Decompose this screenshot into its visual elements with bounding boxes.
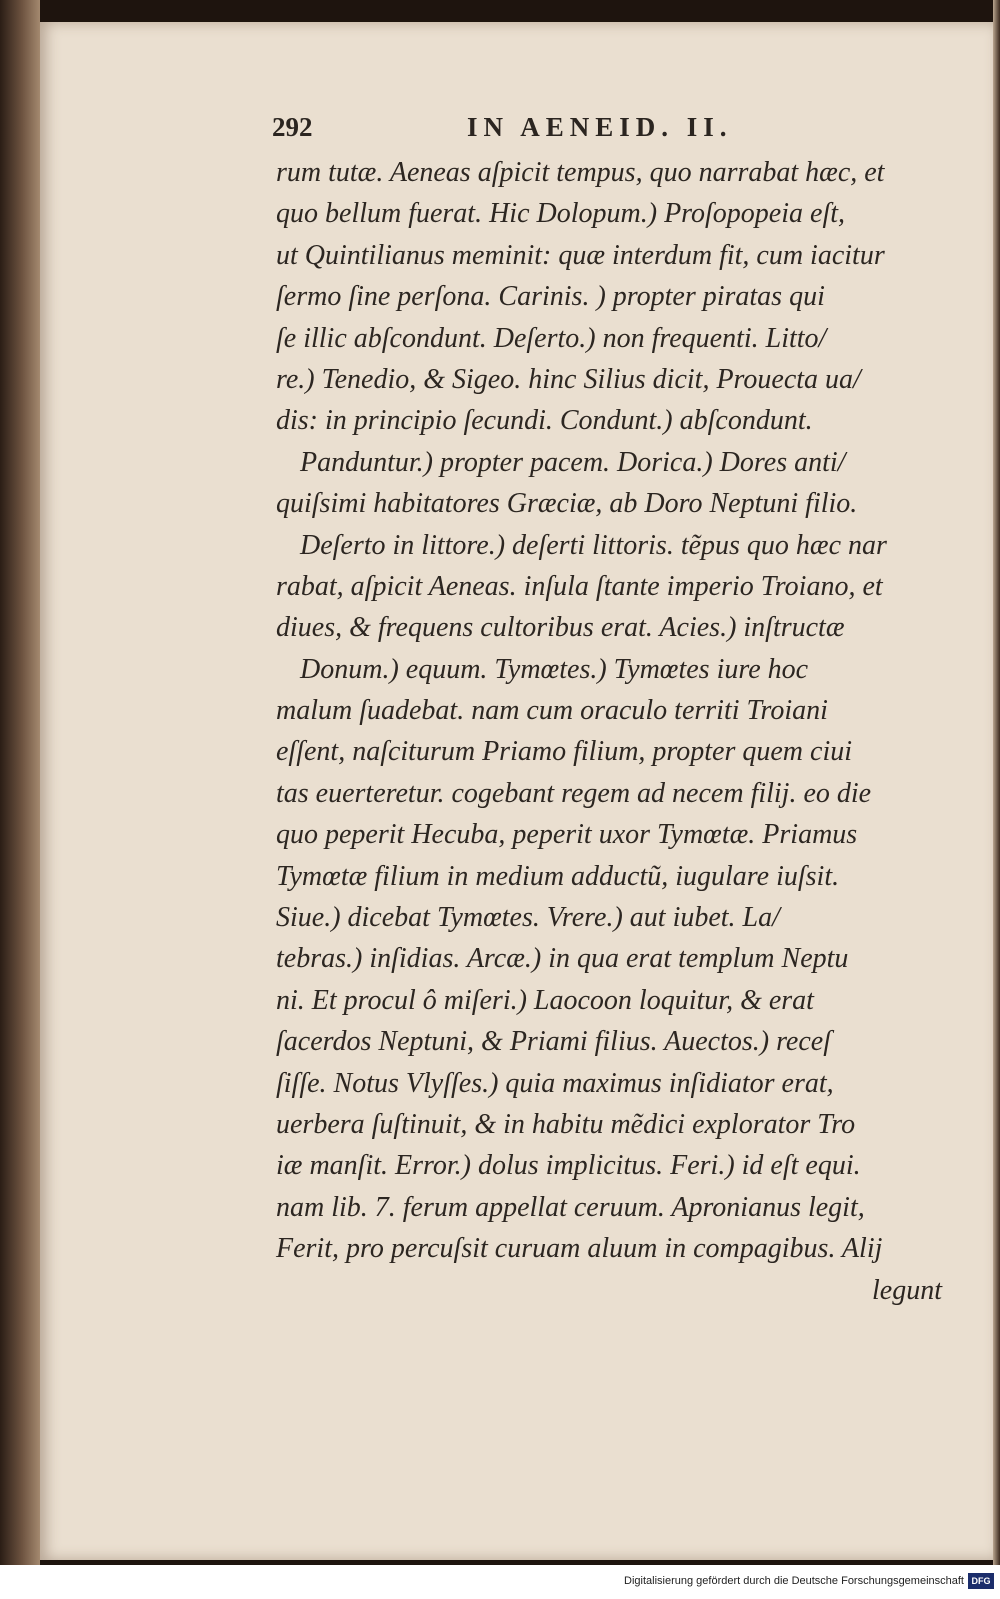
catchword: legunt (872, 1274, 942, 1306)
text-line: malum ſuadebat. nam cum oraculo territi Troiani (276, 695, 828, 727)
page-number: 292 (272, 112, 313, 142)
running-head-title: IN AENEID. II. (467, 112, 733, 142)
text-line: diues, & frequens cultoribus erat. Acies.) inſtructæ (276, 612, 845, 644)
text-line: rum tutæ. Aeneas aſpicit tempus, quo narrabat hæc, et (276, 157, 885, 188)
text-line: ni. Et procul ô miſeri.) Laocoon loquitur, & erat (276, 984, 814, 1016)
digitization-credit: Digitalisierung gefördert durch die Deutsche Forschungsgemeinschaft (624, 1575, 964, 1587)
text-line: nam lib. 7. ferum appellat ceruum. Apronianus legit, (276, 1191, 865, 1223)
text-line: quiſsimi habitatores Græciæ, ab Doro Neptuni filio. (276, 488, 858, 520)
text-line: Ferit, pro percuſsit curuam aluum in compagibus. Alij (276, 1233, 883, 1265)
dfg-logo-icon: DFG (968, 1573, 994, 1589)
text-line: ſermo ſine perſona. Carinis. ) propter piratas qui (276, 281, 825, 313)
text-line: Donum.) equum. Tymœtes.) Tymœtes iure hoc (300, 653, 809, 685)
book-spine-shadow (0, 0, 40, 1565)
text-line: tas euerteretur. cogebant regem ad necem filij. eo die (276, 777, 872, 809)
text-line: eſſent, naſciturum Priamo filium, propter quem ciui (276, 736, 853, 768)
text-line: ſacerdos Neptuni, & Priami filius. Auectos.) receſ (276, 1026, 831, 1058)
digitization-footer (0, 1565, 1000, 1599)
text-line: Deſerto in littore.) deſerti littoris. tẽpus quo hæc nar (300, 529, 887, 561)
text-line: ſiſſe. Notus Vlyſſes.) quia maximus inſidiator erat, (276, 1067, 834, 1099)
page-fore-edge (993, 0, 1000, 1565)
text-line: quo peperit Hecuba, peperit uxor Tymœtæ. Priamus (276, 819, 858, 851)
text-line: ut Quintilianus meminit: quæ interdum fit, cum iacitur (276, 239, 885, 271)
text-line: ſe illic abſcondunt. Deſerto.) non frequenti. Litto/ (276, 322, 827, 354)
text-line: uerbera ſuſtinuit, & in habitu mẽdici explorator Tro (276, 1108, 856, 1140)
text-line: dis: in principio ſecundi. Condunt.) abſcondunt. (276, 405, 813, 437)
text-line: tebras.) inſidias. Arcæ.) in qua erat templum Neptu (276, 943, 849, 975)
text-line: Panduntur.) propter pacem. Dorica.) Dores anti/ (300, 446, 846, 478)
text-line: Tymœtæ filium in medium adductũ, iugulare iuſsit. (276, 860, 840, 892)
text-line: re.) Tenedio, & Sigeo. hinc Silius dicit, Prouecta ua/ (276, 363, 861, 395)
text-line: rabat, aſpicit Aeneas. inſula ſtante imperio Troiano, et (276, 570, 883, 602)
running-head (272, 112, 952, 142)
text-line: quo bellum fuerat. Hic Dolopum.) Proſopopeia eſt, (276, 198, 845, 230)
text-line: Siue.) dicebat Tymœtes. Vrere.) aut iubet. La/ (276, 902, 780, 934)
text-line: iæ manſit. Error.) dolus implicitus. Feri.) id eſt equi. (276, 1150, 861, 1182)
page-body-text (276, 152, 956, 1311)
